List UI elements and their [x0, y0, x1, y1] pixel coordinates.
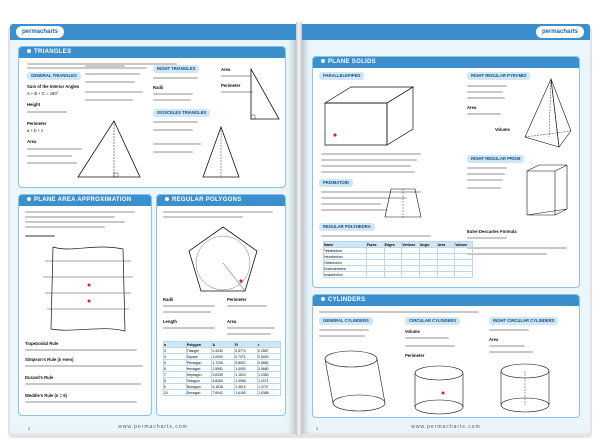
brand-logo: permacharts	[16, 26, 64, 38]
irregular-area-diagram	[33, 243, 143, 335]
pyramid-volume-label: Volume	[495, 127, 510, 132]
prism-diagram	[523, 161, 571, 221]
section-title: PLANE SOLIDS	[313, 57, 579, 68]
right-regular-pyramid-label: RIGHT REGULAR PYRAMID	[467, 72, 530, 80]
table-row: Icosahedron	[324, 272, 473, 278]
area-label: Area	[27, 139, 37, 144]
general-triangles-label: GENERAL TRIANGLES	[27, 72, 81, 80]
weddles-rule-label: Weddle's Rule (n = 6)	[25, 393, 67, 398]
section-title: REGULAR POLYGONS	[157, 195, 285, 206]
page-number: 3	[316, 426, 319, 431]
radii-label: Radii	[163, 297, 174, 302]
table-row: Dodecahedron	[324, 266, 473, 272]
left-page	[10, 24, 296, 434]
perimeter-formula: a + b + c	[27, 128, 44, 133]
right-regular-prism-label: RIGHT REGULAR PRISM	[467, 155, 524, 163]
general-triangle-diagram	[74, 117, 144, 183]
radii-label: Radii	[153, 85, 164, 90]
section-title: TRIANGLES	[19, 47, 285, 58]
pyramid-area-label: Area	[467, 105, 477, 110]
table-row: 4 Square 1.0000 0.7071 0.5000	[164, 354, 281, 360]
isosceles-triangle-diagram	[199, 123, 243, 181]
regular-polygons-section	[156, 194, 286, 416]
table-row: 6 Hexagon 2.5981 1.0000 0.8660	[164, 366, 281, 372]
table-header-row: n Polygon A R r	[164, 342, 281, 348]
circular-cylinders-label: CIRCULAR CYLINDERS	[405, 317, 460, 325]
parallelepiped-diagram	[321, 83, 417, 149]
pyramid-diagram	[521, 75, 575, 151]
parallelepiped-label: PARALLELEPIPED	[319, 72, 364, 80]
plane-solids-section	[312, 56, 580, 288]
page-number: 2	[28, 426, 31, 431]
perimeter-label: Perimeter	[27, 121, 47, 126]
prismatoid-diagram	[383, 185, 423, 221]
table-row: Octahedron	[324, 260, 473, 266]
triangles-section	[18, 46, 286, 188]
right-perimeter-label: Perimeter	[221, 83, 241, 88]
right-page	[302, 24, 590, 434]
general-cylinders-label: GENERAL CYLINDERS	[319, 317, 373, 325]
right-area-label: Area	[221, 67, 231, 72]
table-row: 10 Decagon 7.6942 1.6180 1.5388	[164, 390, 281, 396]
perimeter-label: Perimeter	[227, 297, 247, 302]
left-header-bar	[10, 24, 296, 40]
length-label: Length	[163, 319, 177, 324]
plane-area-section	[18, 194, 152, 416]
table-row: Hexahedron	[324, 254, 473, 260]
brand-logo: permacharts	[536, 26, 584, 38]
table-row: 7 Heptagon 3.6339 1.1524 1.0383	[164, 372, 281, 378]
right-header-bar	[302, 24, 590, 40]
circular-cylinder-diagram	[409, 363, 469, 415]
general-cylinder-diagram	[319, 347, 389, 413]
circular-perimeter-label: Perimeter	[405, 353, 425, 358]
page-footer: www.permacharts.com	[118, 424, 188, 430]
right-triangles-label: RIGHT TRIANGLES	[153, 65, 199, 73]
pentagon-diagram	[185, 223, 261, 295]
right-circular-cylinder-diagram	[495, 361, 555, 415]
durands-rule-label: Durand's Rule	[25, 375, 54, 380]
table-row: 9 Nonagon 6.1818 1.4619 1.3737	[164, 384, 281, 390]
section-title: CYLINDERS	[313, 295, 579, 306]
polyhedra-table	[323, 241, 473, 278]
prismatoid-label: PRISMATOID	[319, 179, 353, 187]
table-row: 3 Triangle 0.4330 0.5774 0.2887	[164, 348, 281, 354]
trapezoidal-rule-label: Trapezoidal Rule	[25, 341, 59, 346]
right-triangle-diagram	[245, 65, 283, 125]
sum-label: Sum of the Interior Angles	[27, 84, 80, 89]
right-circular-cylinders-label: RIGHT CIRCULAR CYLINDERS	[489, 317, 558, 325]
height-label: Height	[27, 102, 41, 107]
section-title: PLANE AREA APPROXIMATION	[19, 195, 151, 206]
regular-polyhedra-label: REGULAR POLYHEDRA	[319, 223, 375, 231]
circular-volume-label: Volume	[405, 329, 420, 334]
table-row: 5 Pentagon 1.7205 0.8507 0.6882	[164, 360, 281, 366]
euler-descartes-label: Euler-Descartes Formula	[467, 229, 517, 234]
table-row: 8 Octagon 4.8284 1.3066 1.2071	[164, 378, 281, 384]
table-header-row: Name Faces Edges Vertices Angle Area Volume	[324, 242, 473, 248]
table-row: Tetrahedron	[324, 248, 473, 254]
isosceles-triangles-label: ISOSCELES TRIANGLES	[153, 109, 210, 117]
polygon-table	[163, 341, 281, 396]
sum-formula: A + B + C = 180°	[27, 91, 59, 96]
right-circular-area-label: Area	[489, 337, 499, 342]
area-label: Area	[227, 319, 237, 324]
cylinders-section	[312, 294, 580, 418]
page-footer: www.permacharts.com	[411, 424, 481, 430]
simpsons-rule-label: Simpson's Rule (n even)	[25, 357, 74, 362]
